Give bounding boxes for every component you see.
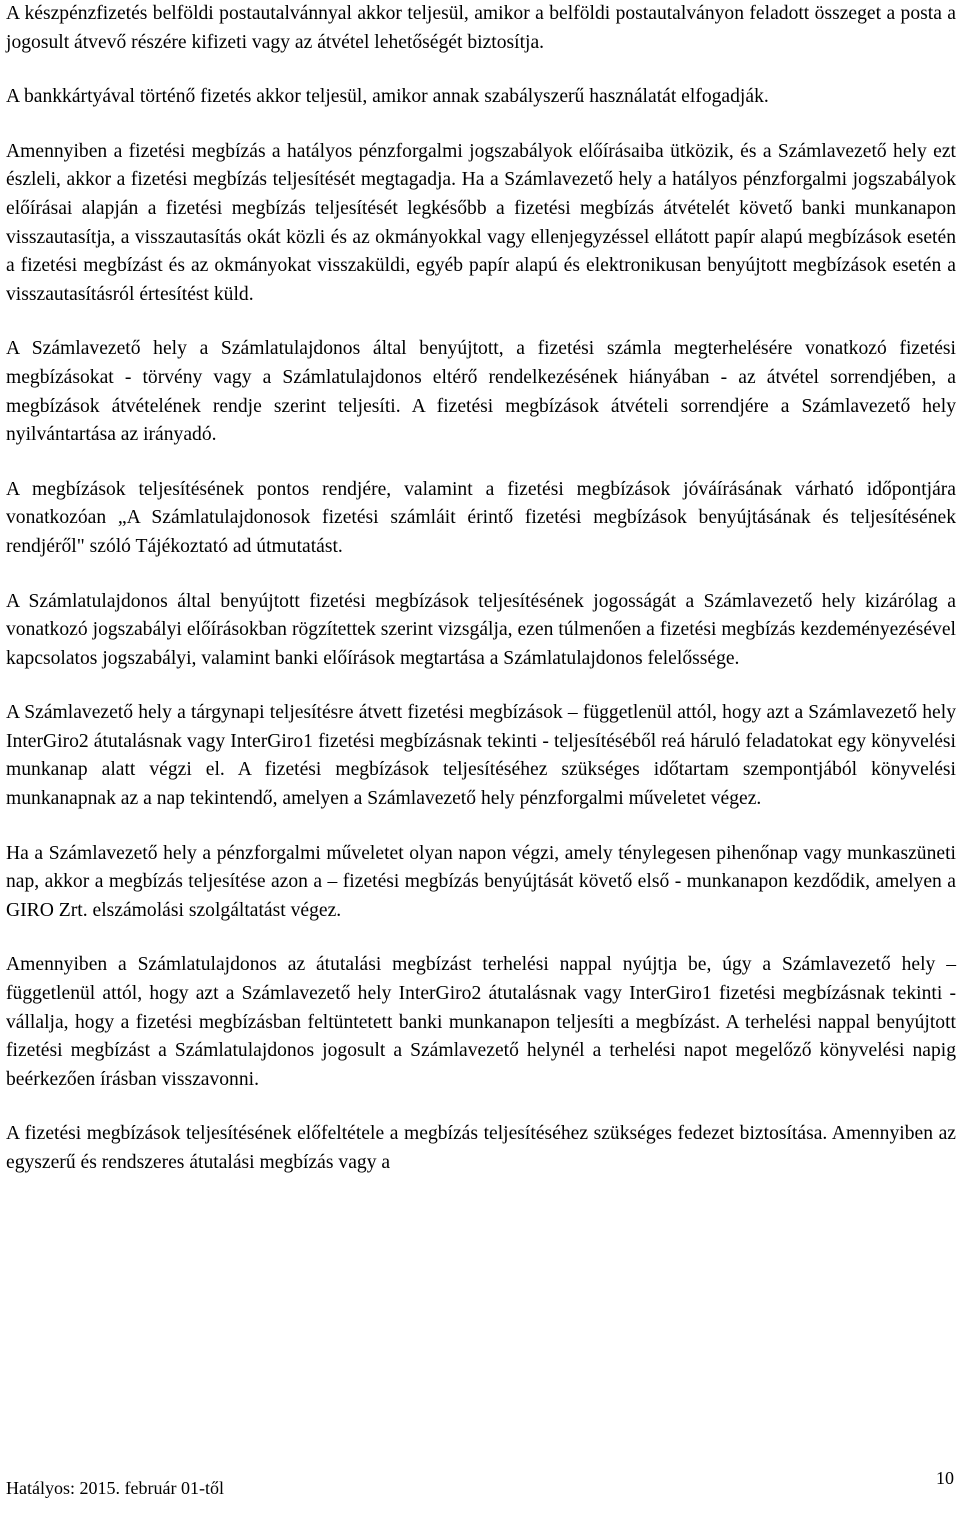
page-number: 10: [936, 1468, 954, 1488]
paragraph-postal-payment: A készpénzfizetés belföldi postautalvánnyal akkor teljesül, amikor a belföldi postautalványon feladott összeget a posta a jogosult átvevő részére kifizeti vagy az átvétel lehetőségét biztosítja.: [6, 3, 956, 53]
document-body: [6, 0, 956, 1178]
paragraph-legality-check: A Számlatulajdonos által benyújtott fizetési megbízások teljesítésének jogosságát a Számlavezető hely kizárólag a vonatkozó jogszabályi előírásokban rögzítettek szerint vizsgálja, ezen túlmenően a fizetési megbízás kezdeményezésével kapcsolatos jogszabályi, valamint banki előírások megtartása a Számlatulajdonos felelőssége.: [6, 590, 956, 669]
paragraph-same-day-processing: A Számlavezető hely a tárgynapi teljesítésre átvett fizetési megbízások – függetlenül attól, hogy azt a Számlavezető hely InterGiro2 átutalásnak vagy InterGiro1 fizetési megbízásnak tekinti - teljesítéséből reá háruló feladatokat egy könyvelési munkanap alatt végzi el. A fizetési megbízások teljesítéséhez szükséges időtartam szempontjából könyvelési munkanapnak az a nap tekintendő, amelyen a Számlavezető hely pénzforgalmi műveletet végez.: [6, 702, 956, 810]
effective-date-footer: Hatályos: 2015. február 01-től: [6, 1478, 224, 1498]
paragraph-order-sequence: A Számlavezető hely a Számlatulajdonos által benyújtott, a fizetési számla megterhelésére vonatkozó fizetési megbízásokat - törvény vagy a Számlatulajdonos eltérő rendelkezésének hiányában - az átvétel sorrendjében, a megbízások átvételének rendje szerint teljesíti. A fizetési megbízások átvételi sorrendjére a Számlavezető hely nyilvántartása az irányadó.: [6, 338, 956, 446]
paragraph-refusal: Amennyiben a fizetési megbízás a hatályos pénzforgalmi jogszabályok előírásaiba ütközik, és a Számlavezető hely ezt észleli, akkor a fizetési megbízás teljesítését megtagadja. Ha a Számlavezető hely a hatályos pénzforgalmi jogszabályok előírásai alapján a fizetési megbízás teljesítését legkésőbb a fizetési megbízás átvételét követő banki munkanapon visszautasítja, a visszautasítás okát közli és az okmányokkal vagy ellenjegyzéssel ellátott papír alapú megbízások esetén a fizetési megbízást és az okmányokat visszaküldi, egyéb papír alapú és elektronikusan benyújtott megbízások esetén a visszautasításról értesítést küld.: [6, 140, 956, 305]
paragraph-card-payment: A bankkártyával történő fizetés akkor teljesül, amikor annak szabályszerű használatát elfogadják.: [6, 86, 769, 108]
paragraph-schedule-info: A megbízások teljesítésének pontos rendjére, valamint a fizetési megbízások jóváírásának várható időpontjára vonatkozóan „A Számlatulajdonosok fizetési számláit érintő fizetési megbízások benyújtásának és teljesítésének rendjéről" szóló Tájékoztató ad útmutatást.: [6, 478, 956, 557]
paragraph-coverage: A fizetési megbízások teljesítésének előfeltétele a megbízás teljesítéséhez szükséges fedezet biztosítása. Amennyiben az egyszerű és rendszeres átutalási megbízás vagy a: [6, 1123, 956, 1173]
paragraph-debit-date: Amennyiben a Számlatulajdonos az átutalási megbízást terhelési nappal nyújtja be, úgy a Számlavezető hely – függetlenül attól, hogy azt a Számlavezető hely InterGiro2 átutalásnak vagy InterGiro1 fizetési megbízásnak tekinti - vállalja, hogy a fizetési megbízásban feltüntetett banki munkanapon teljesíti a megbízást. A terhelési nappal benyújtott fizetési megbízást a Számlatulajdonos jogosult a Számlavezető helynél a terhelési napot megelőző könyvelési napig beérkezően írásban visszavonni.: [6, 954, 956, 1090]
paragraph-holiday-processing: Ha a Számlavezető hely a pénzforgalmi műveletet olyan napon végzi, amely ténylegesen pihenőnap vagy munkaszüneti nap, akkor a megbízás teljesítése azon a – fizetési megbízás benyújtását követő első - munkanapon kezdődik, amelyen a GIRO Zrt. elszámolási szolgáltatást végez.: [6, 842, 956, 921]
